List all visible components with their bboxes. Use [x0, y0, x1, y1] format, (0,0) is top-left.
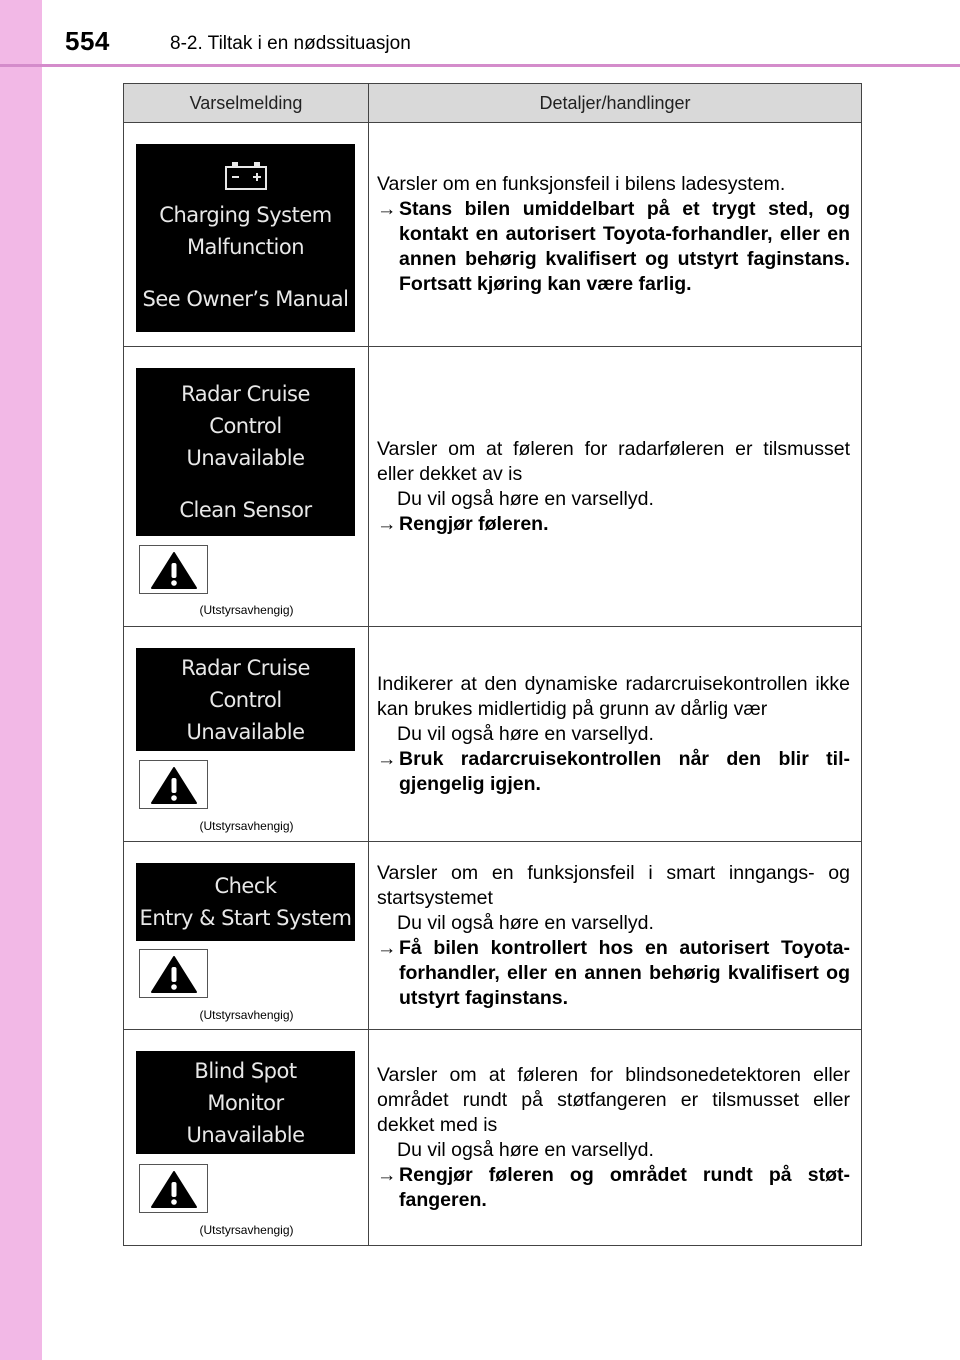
display-line: Blind Spot	[194, 1058, 297, 1083]
display-line: Radar Cruise	[181, 382, 310, 406]
warning-triangle-icon	[139, 760, 208, 809]
arrow-icon: →	[377, 1163, 397, 1186]
message-cell	[124, 842, 369, 1030]
display-line: Radar Cruise	[181, 655, 310, 680]
details-cell	[369, 627, 862, 842]
action-text: Rengjør føleren og området rundt på støtfangeren.	[399, 1163, 850, 1211]
table-row	[124, 123, 862, 347]
display-screen	[136, 863, 355, 941]
arrow-icon: →	[377, 747, 397, 770]
sound-note: Du vil også høre en varsellyd.	[397, 722, 654, 745]
side-tab-band	[0, 0, 42, 1360]
table-header-row	[124, 84, 862, 123]
header-rule	[0, 64, 960, 67]
message-cell	[124, 347, 369, 627]
display-line: Entry & Start System	[139, 906, 352, 930]
equipment-note: (Utstyrsavhengig)	[199, 1223, 294, 1237]
equipment-note: (Utstyrsavhengig)	[199, 819, 294, 833]
action-item	[377, 1163, 850, 1213]
description-text: Varsler om en funksjonsfeil i smart inngangs- og startsystemet	[377, 861, 850, 909]
display-line: Unavailable	[186, 719, 305, 744]
table-row	[124, 627, 862, 842]
warning-triangle-icon	[139, 1164, 208, 1213]
action-item	[377, 197, 850, 297]
display-line: Monitor	[207, 1090, 284, 1115]
message-cell	[124, 123, 369, 347]
table-row	[124, 842, 862, 1030]
action-text: Stans bilen umiddelbart på et trygt sted, og kontakt en autorisert Toyota-forhandler, eller en annen behørig kvalifisert og utstyrt faginstans. Fortsatt kjøring kan være farlig.	[399, 198, 850, 295]
display-line: Control	[209, 687, 282, 712]
equipment-note: (Utstyrsavhengig)	[199, 1008, 294, 1022]
warning-triangle-icon	[139, 545, 208, 594]
display-line: Malfunction	[186, 235, 305, 259]
display-line: Clean Sensor	[179, 498, 312, 522]
display-line: Charging System	[159, 203, 332, 227]
display-line: Check	[214, 874, 277, 898]
table-row	[124, 1030, 862, 1246]
description-text: Indikerer at den dynamiske radarcruisekontrollen ikke kan brukes midlertidig på grunn av dårlig vær	[377, 672, 850, 720]
display-line: Control	[209, 414, 282, 438]
details-cell	[369, 842, 862, 1030]
action-text: Få bilen kontrollert hos en autorisert Toyota-forhandler, eller en annen behørig kvalifisert og utstyrt faginstans.	[399, 936, 850, 1009]
display-line: See Owner’s Manual	[142, 287, 349, 311]
action-text: Rengjør føleren.	[399, 512, 549, 535]
arrow-icon: →	[377, 936, 397, 959]
display-screen	[136, 648, 355, 751]
display-line: Unavailable	[186, 1122, 305, 1147]
sound-note: Du vil også høre en varsellyd.	[397, 487, 654, 510]
display-screen	[136, 144, 355, 332]
display-screen	[136, 368, 355, 536]
details-cell	[369, 123, 862, 347]
details-cell	[369, 347, 862, 627]
description-text: Varsler om at føleren for radarføleren er tilsmusset eller dekket av is	[377, 437, 850, 485]
display-line: Unavailable	[186, 446, 305, 470]
arrow-icon: →	[377, 198, 397, 220]
details-cell	[369, 1030, 862, 1246]
page-number: 554	[65, 26, 110, 56]
action-text: Bruk radarcruisekontrollen når den blir tilgjengelig igjen.	[399, 747, 850, 795]
action-item	[377, 512, 850, 537]
arrow-icon: →	[377, 512, 397, 535]
message-cell	[124, 627, 369, 842]
section-title: 8-2. Tiltak i en nødssituasjon	[170, 33, 411, 54]
sound-note: Du vil også høre en varsellyd.	[397, 911, 654, 934]
action-item	[377, 936, 850, 1011]
display-screen	[136, 1051, 355, 1154]
warning-message-table	[123, 83, 862, 1246]
equipment-note: (Utstyrsavhengig)	[199, 603, 294, 617]
header-details-actions: Detaljer/handlinger	[369, 84, 862, 123]
warning-triangle-icon	[139, 949, 208, 998]
description-text: Varsler om en funksjonsfeil i bilens ladesystem.	[377, 173, 786, 195]
battery-icon	[224, 161, 268, 191]
table-row	[124, 347, 862, 627]
action-item	[377, 747, 850, 797]
message-cell	[124, 1030, 369, 1246]
description-text: Varsler om at føleren for blindsonedetektoren eller området rundt på støtfangeren er tilsmusset eller dekket med is	[377, 1063, 850, 1136]
header-warning-message: Varselmelding	[124, 84, 369, 123]
sound-note: Du vil også høre en varsellyd.	[397, 1138, 654, 1161]
